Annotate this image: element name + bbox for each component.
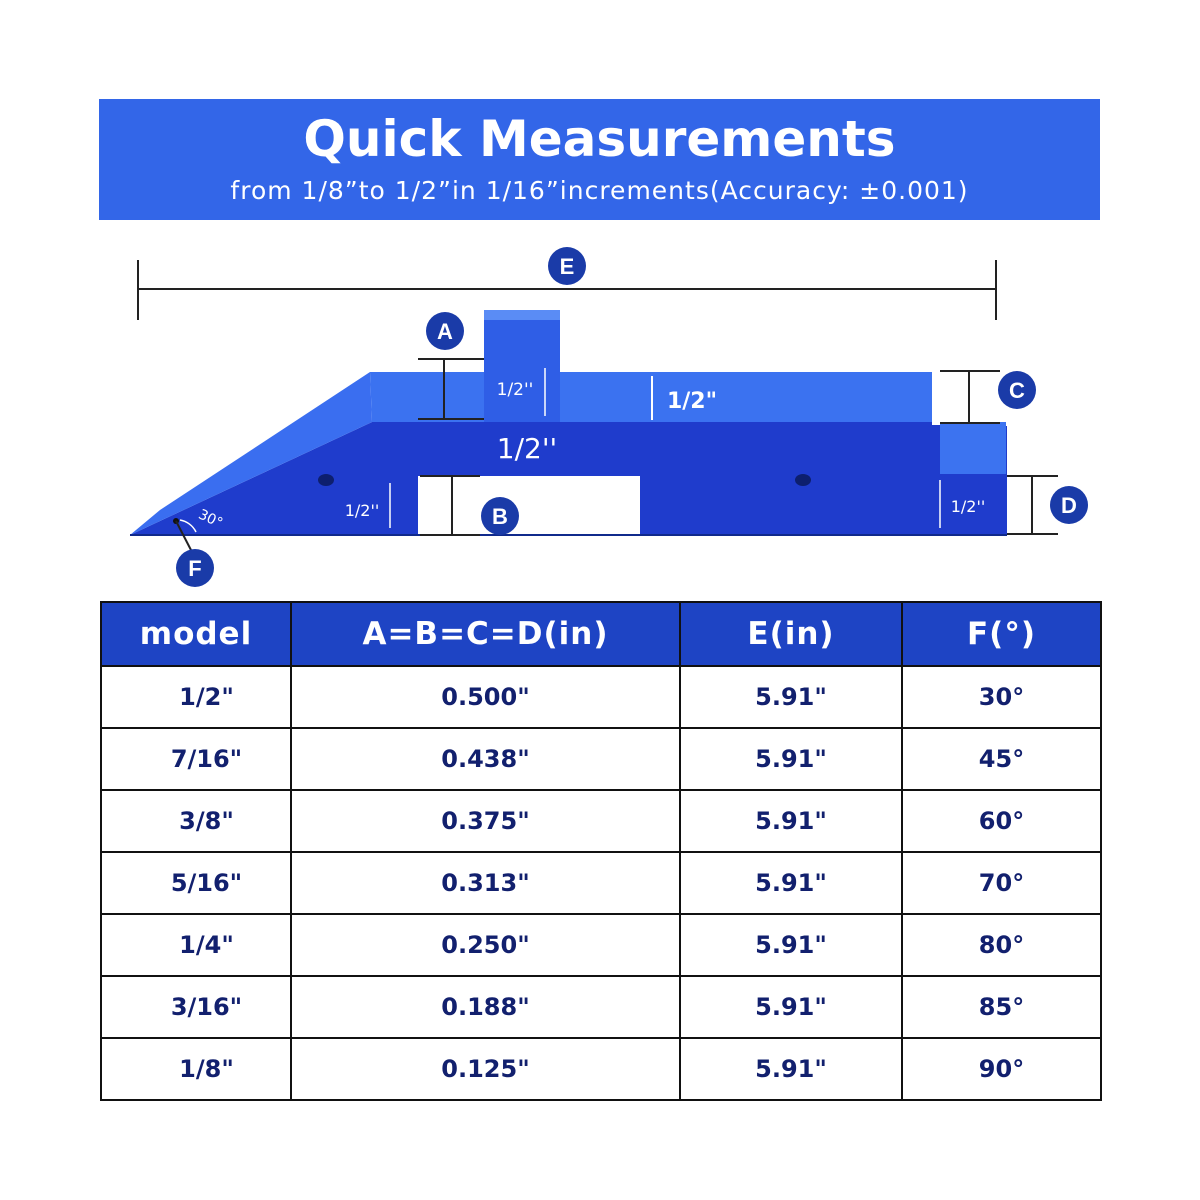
table-row (101, 666, 1101, 728)
table-row (101, 914, 1101, 976)
header-abcd: A=B=C=D(in) (291, 602, 680, 666)
header-e: E(in) (680, 602, 902, 666)
banner-subtitle: from 1/8”to 1/2”in 1/16”increments(Accuracy: ±0.001) (230, 176, 969, 205)
dim-tab: 1/2'' (496, 380, 534, 400)
cell-model: 1/4" (101, 914, 291, 976)
svg-text:C: C (1009, 378, 1025, 403)
cell-f: 30° (902, 666, 1101, 728)
cell-f: 70° (902, 852, 1101, 914)
cell-model: 7/16" (101, 728, 291, 790)
cell-abcd: 0.313" (291, 852, 680, 914)
table-row (101, 976, 1101, 1038)
cell-e: 5.91" (680, 914, 902, 976)
dim-top: 1/2" (666, 389, 718, 414)
svg-text:A: A (437, 319, 453, 344)
cell-abcd: 0.125" (291, 1038, 680, 1100)
cell-abcd: 0.500" (291, 666, 680, 728)
cell-e: 5.91" (680, 1038, 902, 1100)
cell-e: 5.91" (680, 976, 902, 1038)
indicator-d (1007, 476, 1088, 534)
indicator-b (420, 476, 519, 535)
svg-text:E: E (559, 254, 575, 279)
table-header-row (101, 602, 1101, 666)
badge-e (548, 247, 586, 285)
svg-text:B: B (492, 504, 508, 529)
cell-model: 5/16" (101, 852, 291, 914)
cell-e: 5.91" (680, 852, 902, 914)
block-body (130, 310, 1007, 535)
table-row (101, 1038, 1101, 1100)
svg-text:D: D (1061, 493, 1077, 518)
cell-f: 60° (902, 790, 1101, 852)
dim-right: 1/2'' (950, 497, 986, 516)
cell-model: 3/8" (101, 790, 291, 852)
dim-notch: 1/2'' (344, 501, 380, 520)
table-row (101, 790, 1101, 852)
table-row (101, 728, 1101, 790)
svg-text:F: F (188, 556, 202, 581)
cell-f: 45° (902, 728, 1101, 790)
cell-e: 5.91" (680, 728, 902, 790)
cell-model: 1/2" (101, 666, 291, 728)
dim-main: 1/2'' (496, 432, 558, 465)
indicator-c (940, 371, 1036, 423)
cell-abcd: 0.250" (291, 914, 680, 976)
cell-model: 1/8" (101, 1038, 291, 1100)
dim-angle: 30° (195, 506, 226, 532)
cell-e: 5.91" (680, 790, 902, 852)
specification-table (100, 601, 1102, 1101)
cell-abcd: 0.188" (291, 976, 680, 1038)
table-row (101, 852, 1101, 914)
title-banner (99, 99, 1100, 220)
banner-title: Quick Measurements (303, 110, 896, 168)
header-model: model (101, 602, 291, 666)
cell-f: 85° (902, 976, 1101, 1038)
header-f: F(°) (902, 602, 1101, 666)
cell-model: 3/16" (101, 976, 291, 1038)
cell-abcd: 0.375" (291, 790, 680, 852)
setup-block-diagram (0, 230, 1200, 590)
cell-f: 90° (902, 1038, 1101, 1100)
cell-abcd: 0.438" (291, 728, 680, 790)
cell-f: 80° (902, 914, 1101, 976)
cell-e: 5.91" (680, 666, 902, 728)
